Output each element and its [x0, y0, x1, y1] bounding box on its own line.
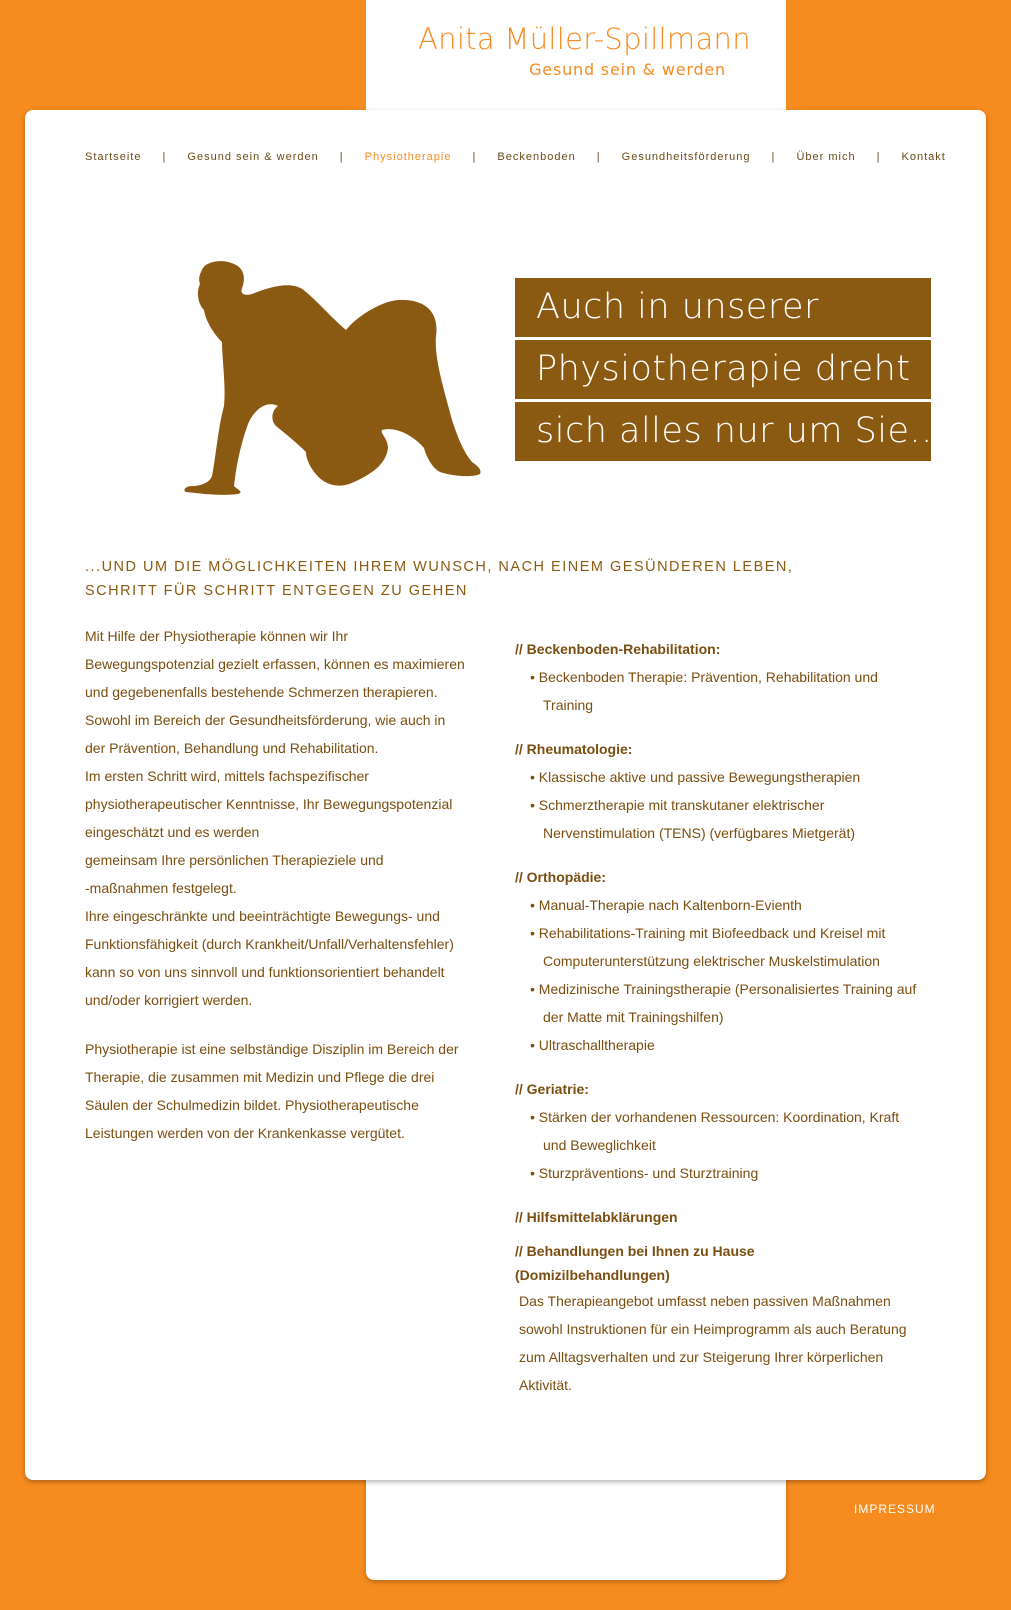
nav-item-physiotherapie[interactable]: Physiotherapie [364, 151, 452, 163]
services-column [515, 637, 925, 1417]
intro-paragraph-2 [85, 1035, 485, 1147]
stretching-person-silhouette [182, 260, 488, 506]
text-line: physiotherapeutischer Kenntnisse, Ihr Bewegungspotenzial [85, 796, 453, 812]
text-line: eingeschätzt und es werden [85, 824, 260, 840]
section-title: // Beckenboden-Rehabilitation: [515, 641, 721, 657]
text-line: Mit Hilfe der Physiotherapie können wir Ihr [85, 628, 349, 644]
text-line: der Prävention, Behandlung und Rehabilitation. [85, 740, 379, 756]
section-title: // Orthopädie: [515, 869, 606, 885]
text-line: Bewegungspotenzial gezielt erfassen, können es maximieren [85, 656, 465, 672]
site-tagline: Gesund sein & werden [529, 60, 726, 79]
nav-item-beckenboden[interactable]: Beckenboden [497, 151, 576, 163]
list-item: • Beckenboden Therapie: Prävention, Rehabilitation und Training [515, 663, 925, 719]
service-section-geriatrie [515, 1077, 925, 1187]
text-line: und/oder korrigiert werden. [85, 992, 253, 1008]
service-section-domizil [515, 1239, 925, 1399]
intro-paragraph-1 [85, 622, 485, 1014]
impressum-link[interactable]: IMPRESSUM [854, 1502, 936, 1516]
intro-heading-line-2: SCHRITT FÜR SCHRITT ENTGEGEN ZU GEHEN [85, 583, 468, 599]
hero-banner-line-1: Auch in unserer [515, 278, 931, 337]
nav-separator: | [339, 151, 344, 163]
service-section-orthopaedie [515, 865, 925, 1059]
text-line: kann so von uns sinnvoll und funktionsorientiert behandelt [85, 964, 445, 980]
site-title[interactable]: Anita Müller-Spillmann [418, 22, 751, 56]
intro-text-column [85, 622, 485, 1168]
list-item: • Stärken der vorhandenen Ressourcen: Koordination, Kraft und Beweglichkeit [515, 1103, 925, 1159]
list-item: • Ultraschalltherapie [515, 1031, 925, 1059]
nav-item-gesund-sein[interactable]: Gesund sein & werden [187, 151, 319, 163]
text-line: und gegebenenfalls bestehende Schmerzen therapieren. [85, 684, 438, 700]
text-line: Ihre eingeschränkte und beeinträchtigte Bewegungs- und [85, 908, 440, 924]
nav-separator: | [472, 151, 477, 163]
nav-separator: | [876, 151, 881, 163]
section-title: // Rheumatologie: [515, 741, 633, 757]
nav-item-startseite[interactable]: Startseite [85, 151, 142, 163]
section-title: // Behandlungen bei Ihnen zu Hause [515, 1243, 755, 1259]
section-title: // Geriatrie: [515, 1081, 589, 1097]
text-line: Im ersten Schritt wird, mittels fachspezifischer [85, 768, 369, 784]
nav-separator: | [162, 151, 167, 163]
intro-heading [85, 555, 845, 603]
section-title: // Hilfsmittelabklärungen [515, 1209, 678, 1225]
intro-heading-line-1: ...UND UM DIE MÖGLICHKEITEN IHREM WUNSCH, NACH EINEM GESÜNDEREN LEBEN, [85, 559, 794, 575]
list-item: • Rehabilitations-Training mit Biofeedback und Kreisel mit Computerunterstützung elektrischer Muskelstimulation [515, 919, 925, 975]
text-line: Physiotherapie ist eine selbständige Disziplin im Bereich der [85, 1041, 459, 1057]
text-line: Therapie, die zusammen mit Medizin und Pflege die drei [85, 1069, 435, 1085]
nav-item-kontakt[interactable]: Kontakt [901, 151, 946, 163]
text-line: -maßnahmen festgelegt. [85, 880, 237, 896]
nav-separator: | [771, 151, 776, 163]
text-line: gemeinsam Ihre persönlichen Therapieziele und [85, 852, 384, 868]
list-item: • Medizinische Trainingstherapie (Personalisiertes Training auf der Matte mit Trainingshilfen) [515, 975, 925, 1031]
hero-banner-line-3: sich alles nur um Sie... [515, 402, 931, 461]
service-section-beckenboden [515, 637, 925, 719]
main-nav [85, 151, 946, 163]
nav-item-ueber-mich[interactable]: Über mich [796, 151, 856, 163]
nav-item-gesundheitsfoerderung[interactable]: Gesundheitsförderung [621, 151, 751, 163]
list-item: • Klassische aktive und passive Bewegungstherapien [515, 763, 925, 791]
nav-separator: | [596, 151, 601, 163]
service-section-hilfsmittel [515, 1205, 925, 1229]
text-line: Sowohl im Bereich der Gesundheitsförderung, wie auch in [85, 712, 446, 728]
list-item: • Schmerztherapie mit transkutaner elektrischer Nervenstimulation (TENS) (verfügbares Mietgerät) [515, 791, 925, 847]
hero-banner-line-2: Physiotherapie dreht [515, 340, 931, 399]
list-item: • Manual-Therapie nach Kaltenborn-Evienth [515, 891, 925, 919]
domizil-text: Das Therapieangebot umfasst neben passiven Maßnahmen sowohl Instruktionen für ein Heimprogramm als auch Beratung zum Alltagsverhalten und zur Steigerung Ihrer körperlichen Aktivität. [519, 1293, 907, 1393]
text-line: Funktionsfähigkeit (durch Krankheit/Unfall/Verhaltensfehler) [85, 936, 454, 952]
section-title: (Domizilbehandlungen) [515, 1267, 670, 1283]
list-item: • Sturzpräventions- und Sturztraining [515, 1159, 925, 1187]
text-line: Leistungen werden von der Krankenkasse vergütet. [85, 1125, 405, 1141]
text-line: Säulen der Schulmedizin bildet. Physiotherapeutische [85, 1097, 419, 1113]
service-section-rheumatologie [515, 737, 925, 847]
